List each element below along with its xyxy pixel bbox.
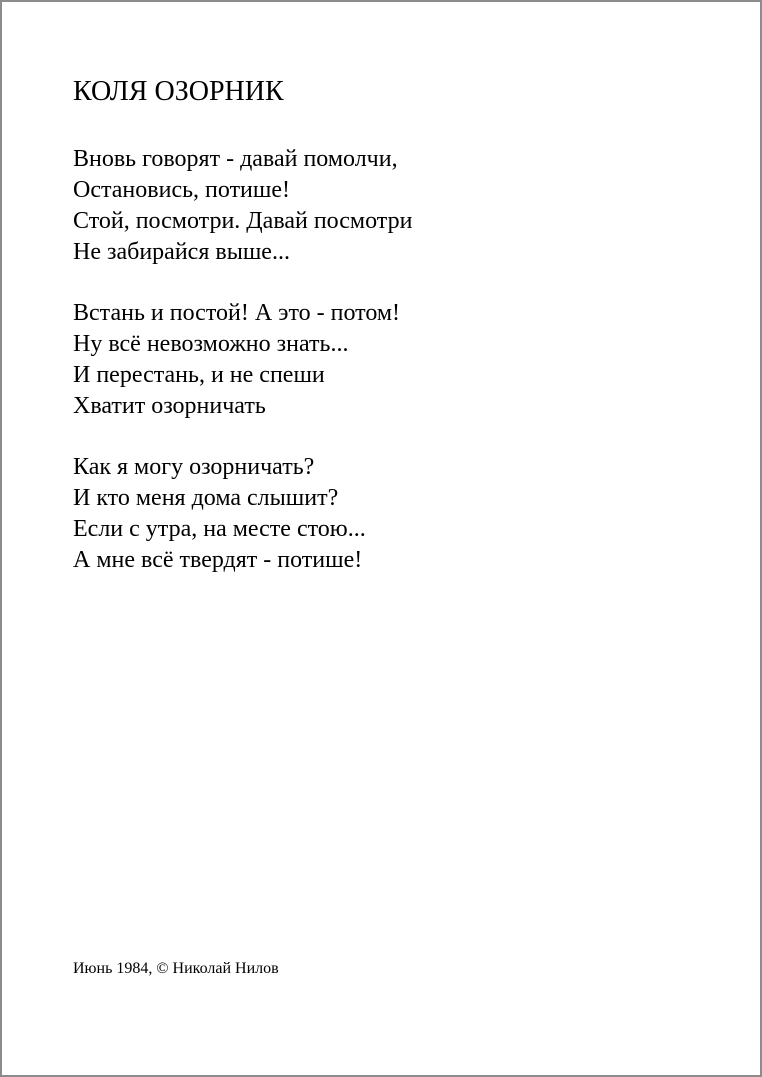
poem-line: Стой, посмотри. Давай посмотри bbox=[73, 208, 413, 234]
poem-title: КОЛЯ ОЗОРНИК bbox=[73, 76, 284, 107]
poem-line: А мне всё твердят - потише! bbox=[73, 547, 363, 573]
poem-line: Вновь говорят - давай помолчи, bbox=[73, 146, 398, 172]
poem-line: Встань и постой! А это - потом! bbox=[73, 300, 401, 326]
poem-line: Если с утра, на месте стою... bbox=[73, 516, 366, 542]
poem-body bbox=[73, 144, 713, 606]
stanza-1 bbox=[73, 144, 713, 268]
poem-line: Хватит озорничать bbox=[73, 393, 266, 419]
poem-line: Остановись, потише! bbox=[73, 177, 291, 203]
poem-line: Ну всё невозможно знать... bbox=[73, 331, 349, 357]
poem-line: Не забирайся выше... bbox=[73, 239, 290, 265]
poem-line: Как я могу озорничать? bbox=[73, 454, 315, 480]
poem-line: И перестань, и не спеши bbox=[73, 362, 325, 388]
footer-signature: Июнь 1984, © Николай Нилов bbox=[73, 960, 279, 977]
poem-line: И кто меня дома слышит? bbox=[73, 485, 339, 511]
stanza-3 bbox=[73, 452, 713, 576]
stanza-2 bbox=[73, 298, 713, 422]
